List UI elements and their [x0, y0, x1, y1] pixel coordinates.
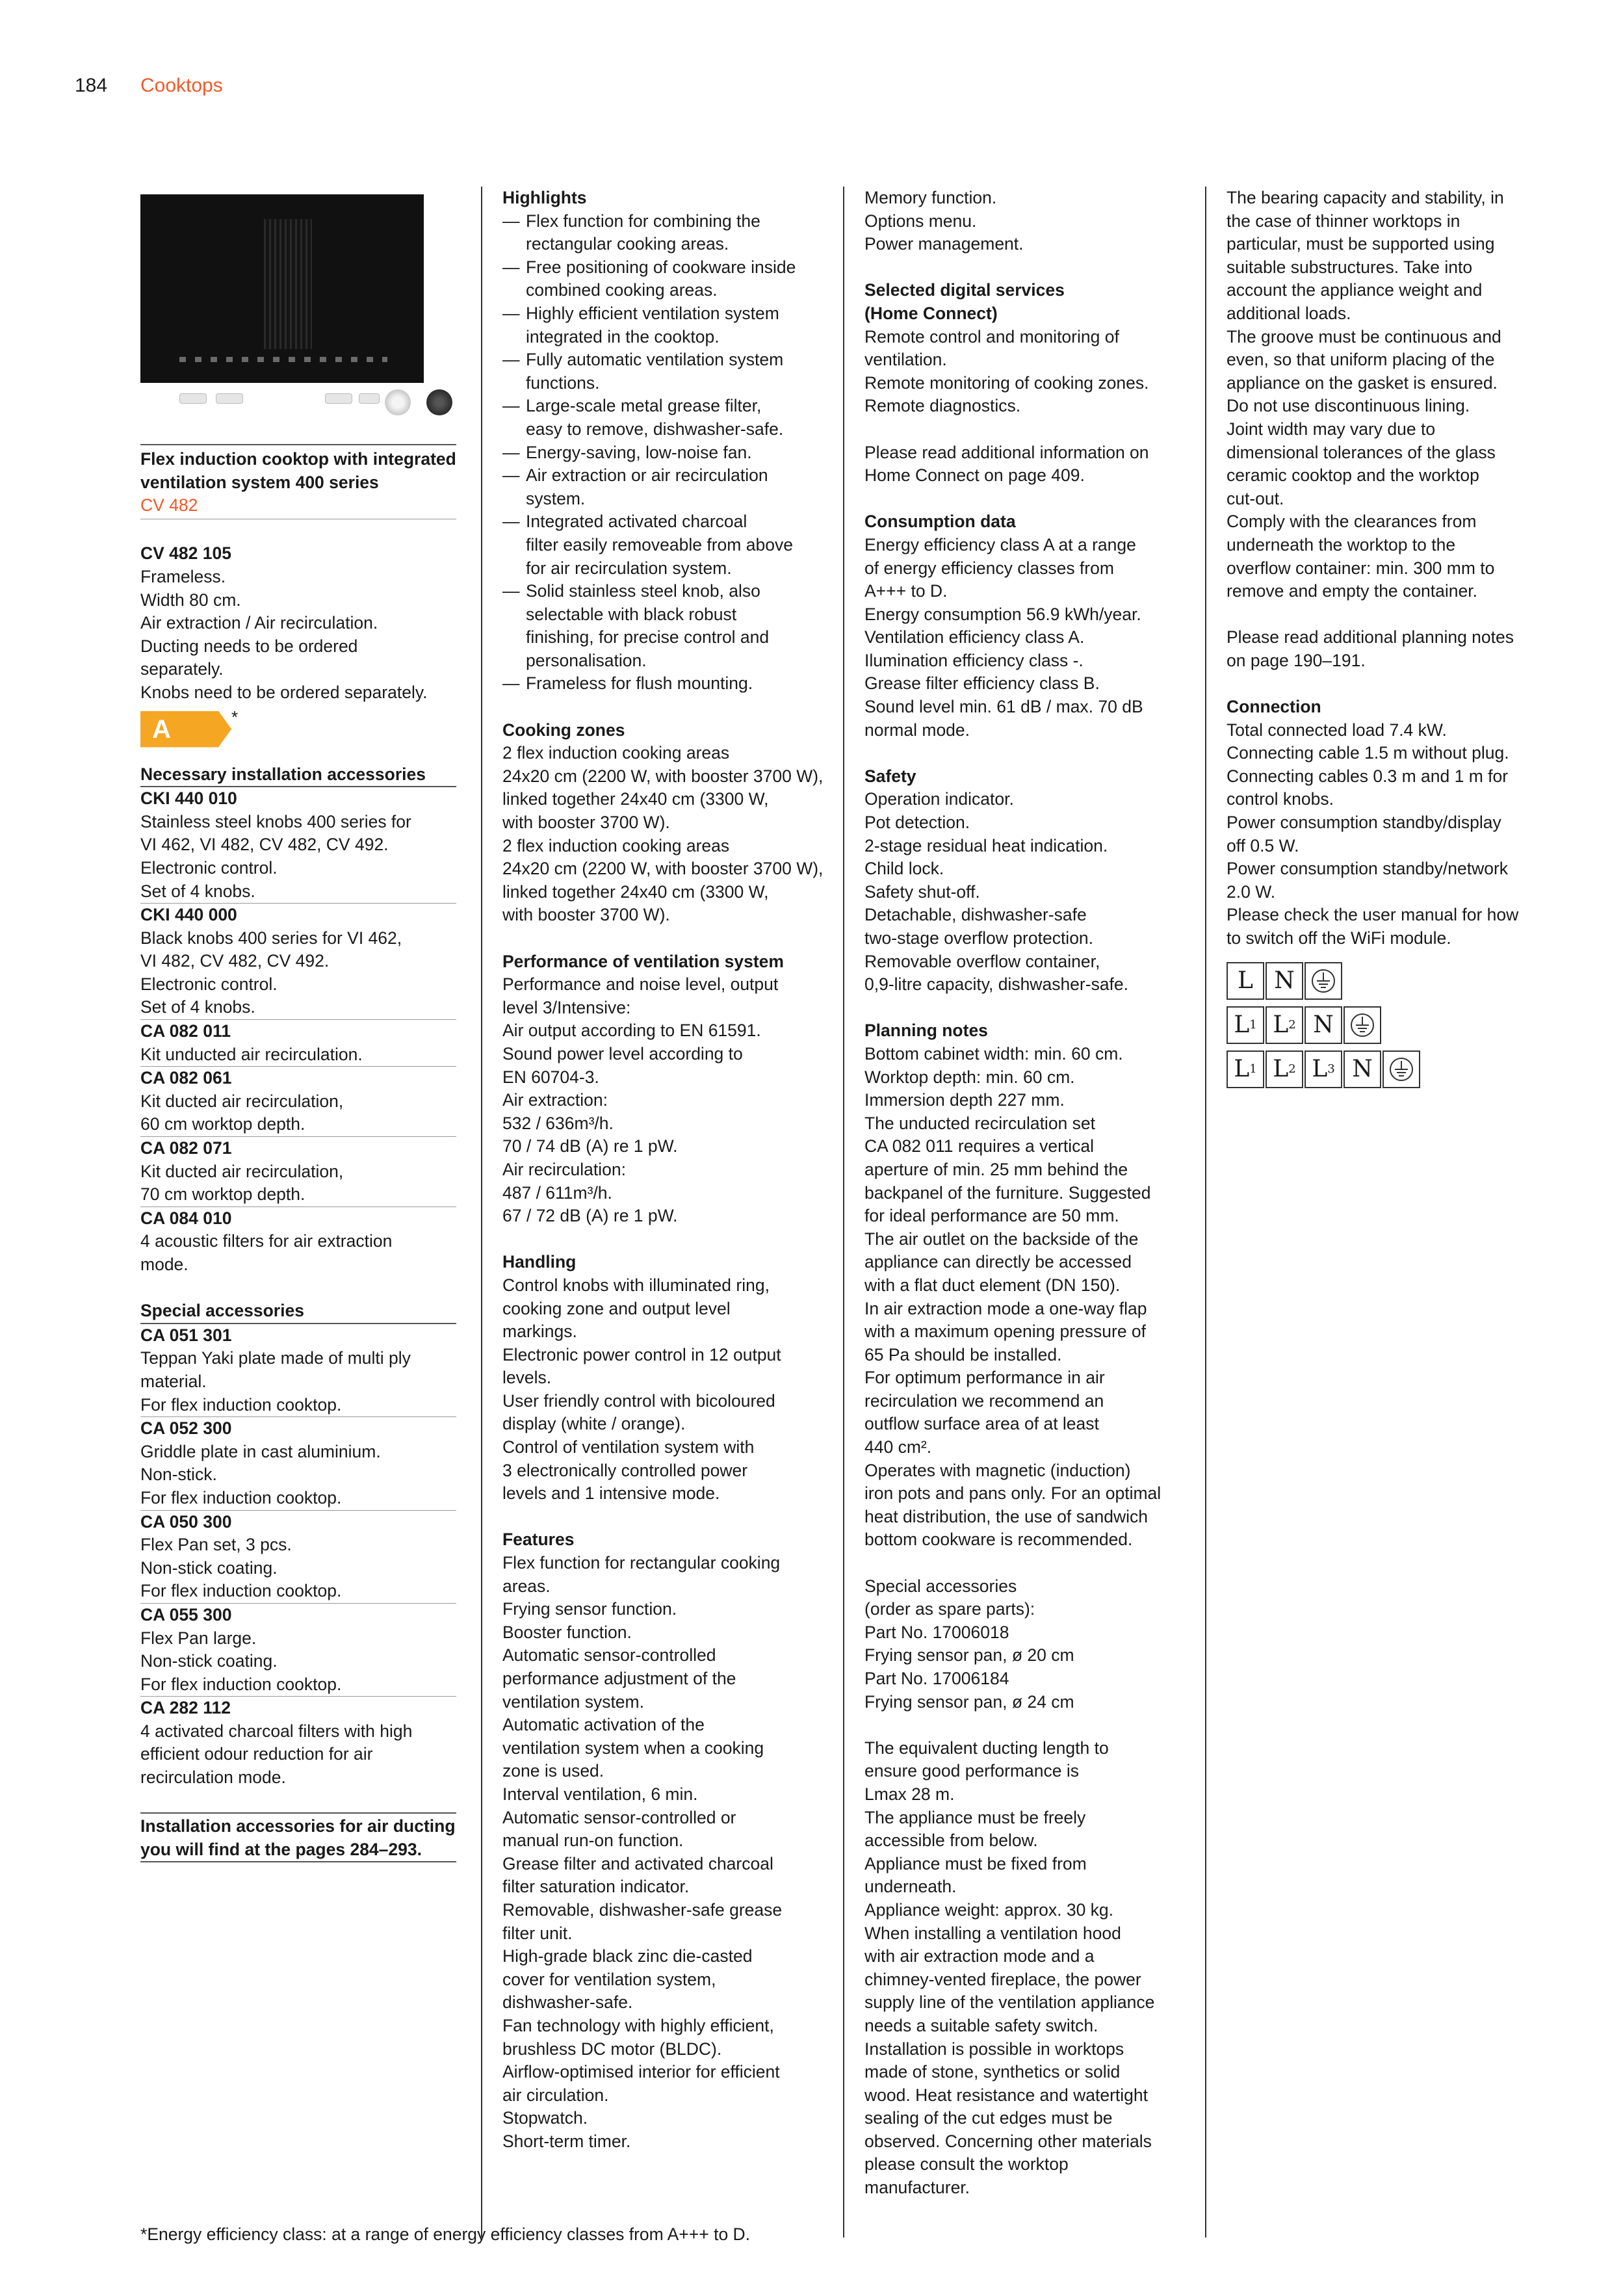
accessory-line: Flex Pan set, 3 pcs.: [140, 1535, 292, 1555]
section-heading: Performance of ventilation system: [502, 951, 784, 971]
accessory-code: CA 055 300: [140, 1604, 232, 1624]
section-title: Cooktops: [140, 75, 223, 96]
section-heading: Special accessories: [140, 1301, 304, 1321]
accessory-code: CA 084 010: [140, 1208, 232, 1228]
accessory-line: Set of 4 knobs.: [140, 881, 255, 901]
energy-footnote-mark: *: [231, 707, 239, 727]
accessory-code: CKI 440 000: [140, 905, 237, 925]
accessory-line: recirculation mode.: [140, 1768, 286, 1788]
accessory-code: CA 082 061: [140, 1068, 232, 1088]
section-heading: Connection: [1227, 697, 1321, 717]
highlight-item: — Flex function for combining the rectangular cooking areas.: [502, 211, 760, 254]
section-heading: Safety: [864, 766, 916, 786]
footnote: *Energy efficiency class: at a range of energy efficiency classes from A+++ to D.: [140, 2224, 751, 2244]
column-divider: [843, 187, 844, 2237]
variant-line: Air extraction / Air recirculation.: [140, 613, 378, 633]
accessory-line: Stainless steel knobs 400 series for: [140, 811, 411, 831]
accessory-line: 4 activated charcoal filters with high: [140, 1721, 413, 1741]
accessory-line: For flex induction cooktop.: [140, 1487, 342, 1507]
accessory-line: 4 acoustic filters for air extraction: [140, 1231, 393, 1251]
safety-text: Operation indicator. Pot detection. 2-stage residual heat indication. Child lock. Safety shut-off. Detachable, dishwasher-safe two-stage overflow protection. Removable overflow container, 0,9-litre capacity, dishwasher-safe.: [864, 789, 1129, 995]
accessory-line: mode.: [140, 1255, 188, 1274]
ground-icon: [1305, 962, 1342, 1000]
accessory-code: CA 082 071: [140, 1138, 232, 1158]
highlight-item: — Solid stainless steel knob, also selectable with black robust finishing, for precise control and personalisation.: [502, 581, 770, 670]
ducting-note: you will find at the pages 284–293.: [140, 1839, 422, 1859]
section-heading: Consumption data: [864, 512, 1016, 532]
connection-text: Total connected load 7.4 kW. Connecting cable 1.5 m without plug. Connecting cables 0.3 m and 1 m for control knobs. Power consumption standby/display off 0.5 W. Power consumption standby/network 2.0 W. Please check the user manual for how to switch off the WiFi module.: [1227, 720, 1519, 948]
feature-line: Memory function.: [864, 188, 997, 207]
highlight-item: — Highly efficient ventilation system integrated in the cooktop.: [502, 303, 779, 346]
highlight-item: — Free positioning of cookware inside combined cooking areas.: [502, 257, 796, 300]
accessory-code: CKI 440 010: [140, 789, 237, 809]
home-connect-note: Home Connect on page 409.: [864, 465, 1085, 486]
accessory-line: Black knobs 400 series for VI 462,: [140, 928, 402, 948]
handling-text: Control knobs with illuminated ring, cooking zone and output level markings. Electronic power control in 12 output levels. User friendly control with bicoloured display (white / orange). Control of ventilation system with 3 electronically controlled power levels and 1 intensive mode.: [502, 1275, 781, 1504]
ground-icon: [1344, 1006, 1381, 1044]
accessory-code: CA 050 300: [140, 1511, 232, 1532]
accessory-code: CA 052 300: [140, 1418, 232, 1439]
accessory-line: Griddle plate in cast aluminium.: [140, 1441, 381, 1461]
section-heading: Cooking zones: [502, 720, 625, 740]
highlight-item: — Integrated activated charcoal filter easily removeable from above for air recirculation system.: [502, 512, 793, 578]
features-text: Flex function for rectangular cooking areas. Frying sensor function. Booster function. Automatic sensor-controlled performance adjustment of the ventilation system. Automatic activation of the ventilation system when a cooking zone is used. Interval ventilation, 6 min. Automatic sensor-controlled or manual run-on function. Grease filter and activated charcoal filter saturation indicator. Removable, dishwasher-safe grease filter unit. High-grade black zinc die-casted cover for ventilation system, dishwasher-safe. Fan technology with highly efficient, brushless DC motor (BLDC). Airflow-optimised interior for efficient air circulation. Stopwatch. Short-term timer.: [502, 1553, 783, 2151]
ventilation-grille-image: [264, 219, 312, 349]
product-title: ventilation system 400 series: [140, 472, 379, 492]
accessory-line: For flex induction cooktop.: [140, 1394, 342, 1415]
product-image: [140, 194, 424, 383]
knobs-image: [140, 383, 456, 422]
wiring-row-three-phase: L 1 L 2 L 3 N: [1227, 1050, 1539, 1088]
feature-line: Power management.: [864, 234, 1024, 254]
highlight-item: — Frameless for flush mounting.: [502, 673, 753, 694]
installation-text: The bearing capacity and stability, in the case of thinner worktops in particular, must be supported using suitable substructures. Take into account the appliance weight and additional loads. The groove must be continuous and even, so that uniform placing of the appliance on the gasket is ensured. Do not use discontinuous lining. Joint width may vary due to dimensional tolerances of the glass ceramic cooktop and the worktop cut-out. Comply with the clearances from underneath the worktop to the overflow container: min. 300 mm to remove and empty the container.: [1227, 188, 1504, 601]
section-heading: Planning notes: [864, 1021, 988, 1041]
section-heading: Selected digital services: [864, 280, 1065, 300]
energy-label: [140, 707, 239, 748]
accessory-line: Flex Pan large.: [140, 1628, 257, 1648]
accessory-code: CA 051 301: [140, 1325, 232, 1345]
accessory-line: Non-stick.: [140, 1465, 217, 1485]
accessory-line: Non-stick coating.: [140, 1558, 278, 1578]
accessory-line: 70 cm worktop depth.: [140, 1184, 305, 1205]
accessory-line: Electronic control.: [140, 974, 278, 994]
variant-line: Ducting needs to be ordered: [140, 636, 358, 656]
accessory-line: Electronic control.: [140, 857, 278, 878]
variant-line: Width 80 cm.: [140, 590, 241, 610]
wiring-row-two-phase: L 1 L 2 N: [1227, 1006, 1539, 1044]
accessory-line: 60 cm worktop depth.: [140, 1114, 305, 1134]
section-heading: Necessary installation accessories: [140, 764, 426, 784]
ducting-note: Installation accessories for air ducting: [140, 1816, 456, 1836]
performance-text: Performance and noise level, output level 3/Intensive: Air output according to EN 61591. Sound power level according to EN 60704-3. Air extraction: 532 / 636m³/h. 70 / 74 dB (A) re 1 pW. Air recirculation: 487 / 611m³/h. 67 / 72 dB (A) re 1 pW.: [502, 974, 779, 1226]
home-connect-note: Please read additional information on: [864, 442, 1149, 462]
highlight-item: — Air extraction or air recirculation system.: [502, 465, 768, 508]
accessory-line: Teppan Yaki plate made of multi ply: [140, 1348, 411, 1368]
variant-line: Frameless.: [140, 566, 226, 586]
accessory-line: VI 462, VI 482, CV 482, CV 492.: [140, 835, 389, 855]
cooking-zones-text: 2 flex induction cooking areas 24x20 cm (2200 W, with booster 3700 W), linked together 24x40 cm (3300 W, with booster 3700 W). 2 flex induction cooking areas 24x20 cm (2200 W, with booster 3700 W), linked together 24x40 cm (3300 W, with booster 3700 W).: [502, 743, 824, 925]
section-heading: (Home Connect): [864, 303, 998, 323]
installation-notes-text: The equivalent ducting length to ensure good performance is Lmax 28 m. The appliance must be freely accessible from below. Appliance must be fixed from underneath. Appliance weight: approx. 30 kg. When installing a ventilation hood with air extraction mode and a chimney-vented fireplace, the power supply line of the ventilation appliance needs a suitable safety switch. Installation is possible in worktops made of stone, synthetics or solid wood. Heat resistance and watertight sealing of the cut edges must be observed. Concerning other materials please consult the worktop manufacturer.: [864, 1738, 1155, 2198]
energy-class: A: [152, 714, 171, 744]
product-title: Flex induction cooktop with integrated: [140, 449, 456, 469]
section-heading: Handling: [502, 1252, 577, 1272]
variant-line: separately.: [140, 659, 224, 679]
control-strip-image: [179, 357, 387, 362]
column-installation: [1227, 187, 1539, 1095]
accessory-line: material.: [140, 1371, 207, 1391]
section-heading: Features: [502, 1530, 575, 1550]
spare-parts-text: Special accessories (order as spare parts): Part No. 17006018 Frying sensor pan, ø 20 cm Part No. 17006184 Frying sensor pan, ø 24 cm: [864, 1576, 1074, 1712]
model-name: CV 482: [140, 495, 198, 515]
accessory-code: CA 082 011: [140, 1021, 231, 1041]
accessory-line: Non-stick coating.: [140, 1651, 278, 1671]
section-heading: Highlights: [502, 188, 587, 207]
column-data: [864, 187, 1189, 2200]
highlight-item: — Energy-saving, low-noise fan.: [502, 442, 752, 462]
column-product: [140, 187, 456, 1862]
planning-text: Bottom cabinet width: min. 60 cm. Worktop depth: min. 60 cm. Immersion depth 227 mm. The unducted recirculation set CA 082 011 requires a vertical aperture of min. 25 mm behind the backpanel of the furniture. Suggested for ideal performance are 50 mm. The air outlet on the backside of the appliance can directly be accessed with a flat duct element (DN 150). In air extraction mode a one-way flap with a maximum opening pressure of 65 Pa should be installed. For optimum performance in air recirculation we recommend an outflow surface area of at least 440 cm². Operates with magnetic (induction) iron pots and pans only. For an optimal heat distribution, the use of sandwich bottom cookware is recommended.: [864, 1043, 1162, 1550]
accessory-line: For flex induction cooktop.: [140, 1674, 342, 1694]
variant-line: Knobs need to be ordered separately.: [140, 682, 428, 702]
accessory-line: Set of 4 knobs.: [140, 997, 255, 1017]
accessory-line: Kit unducted air recirculation.: [140, 1044, 363, 1064]
highlight-item: — Fully automatic ventilation system functions.: [502, 350, 784, 393]
consumption-text: Energy efficiency class A at a range of energy efficiency classes from A+++ to D. Energy consumption 56.9 kWh/year. Ventilation efficiency class A. Ilumination efficiency class -. Grease filter efficiency class B. Sound level min. 61 dB / max. 70 dB normal mode.: [864, 534, 1143, 740]
variant-code: CV 482 105: [140, 543, 231, 564]
planning-note: on page 190–191.: [1227, 650, 1366, 670]
column-features: [502, 187, 827, 2153]
column-divider: [1205, 187, 1206, 2237]
feature-line: Options menu.: [864, 211, 977, 231]
column-divider: [481, 187, 482, 2237]
wiring-row-single-phase: L N: [1227, 962, 1539, 1000]
accessory-line: For flex induction cooktop.: [140, 1581, 342, 1601]
planning-note: Please read additional planning notes: [1227, 627, 1514, 647]
accessory-line: efficient odour reduction for air: [140, 1744, 373, 1764]
highlight-item: — Large-scale metal grease filter, easy to remove, dishwasher-safe.: [502, 396, 784, 439]
digital-services-text: Remote control and monitoring of ventilation. Remote monitoring of cooking zones. Remote diagnostics.: [864, 326, 1149, 416]
accessory-line: VI 482, CV 482, CV 492.: [140, 951, 330, 971]
wiring-diagram: [1227, 962, 1539, 1088]
ground-icon: [1383, 1050, 1420, 1088]
accessory-line: Kit ducted air recirculation,: [140, 1161, 344, 1181]
accessory-line: Kit ducted air recirculation,: [140, 1091, 344, 1111]
page-number: 184: [75, 75, 108, 96]
accessory-code: CA 282 112: [140, 1698, 231, 1718]
